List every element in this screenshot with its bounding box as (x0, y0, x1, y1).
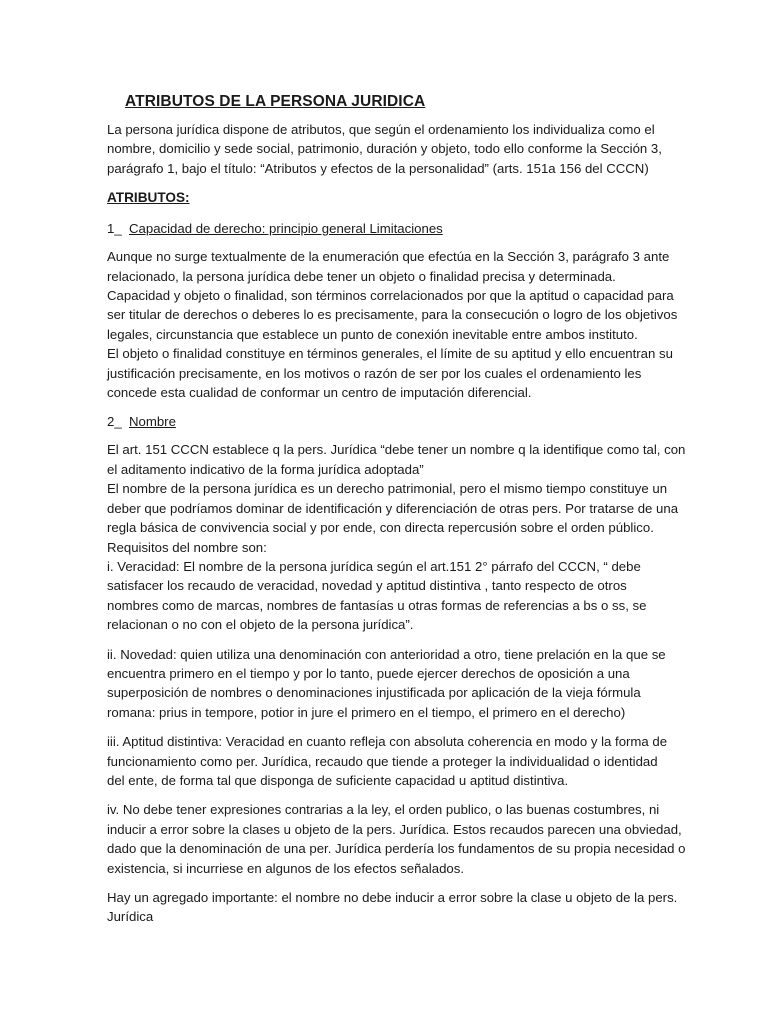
text-line: encuentra primero en el tiempo y por lo tanto, puede ejercer derechos de oposición a una (107, 665, 630, 681)
section-2-title: Nombre (129, 414, 176, 430)
text-line: el aditamento indicativo de la forma jurídica adoptada” (107, 461, 424, 477)
text-line: relacionan o no con el objeto de la persona jurídica”. (107, 617, 414, 633)
document-title: ATRIBUTOS DE LA PERSONA JURIDICA (125, 93, 426, 110)
text-line: existencia, si incurriese en algunos de los efectos señalados. (107, 860, 465, 876)
text-line: regla básica de convivencia social y por ende, con directa repercusión sobre el orden público. (107, 520, 654, 536)
section-2-number: 2_ (107, 414, 122, 430)
item-iv-paragraph (107, 800, 686, 878)
text-line: nombres como de marcas, nombres de fantasías u otras formas de referencias a bs o ss, se (107, 597, 647, 613)
text-line: concede esta cualidad de conformar un centro de imputación diferencial. (107, 385, 532, 401)
text-line: ser titular de derechos o deberes lo es precisamente, para la consecución o logro de los objetivos (107, 307, 678, 323)
text-line: i. Veracidad: El nombre de la persona jurídica según el art.151 2° párrafo del CCCN, “ debe (107, 558, 641, 574)
text-line: deber que podríamos dominar de identificación y diferenciación de otras pers. Por tratarse de una (107, 500, 679, 516)
text-line: legales, circunstancia que establece un punto de conexión inevitable entre ambos instituto. (107, 326, 638, 342)
item-ii-paragraph (107, 645, 667, 723)
section-1-heading (107, 219, 768, 238)
text-line: Capacidad y objeto o finalidad, son términos correlacionados por que la aptitud o capacidad para (107, 288, 674, 304)
section-1-paragraph (107, 247, 678, 402)
text-line: Requisitos del nombre son: (107, 539, 267, 555)
intro-paragraph (107, 120, 667, 178)
text-line: superposición de nombres o denominaciones injustificada por aplicación de la vieja fórmula (107, 685, 641, 701)
text-line: El nombre de la persona jurídica es un derecho patrimonial, pero el mismo tiempo constituye un (107, 481, 668, 497)
text-line: funcionamiento como per. Jurídica, recaudo que tiende a proteger la individualidad o identidad (107, 753, 658, 769)
atributos-heading: ATRIBUTOS: (107, 190, 190, 206)
section-2-heading (107, 412, 768, 431)
section-1-number: 1_ (107, 221, 122, 237)
section-1-title: Capacidad de derecho: principio general Limitaciones (129, 221, 443, 237)
text-line: relacionado, la persona jurídica debe tener un objeto o finalidad precisa y determinada. (107, 268, 616, 284)
text-line: Jurídica (107, 909, 154, 925)
text-line: El objeto o finalidad constituye en términos generales, el límite de su aptitud y ello encuentran su (107, 346, 673, 362)
text-line: Hay un agregado importante: el nombre no debe inducir a error sobre la clase u objeto de la pers. (107, 890, 678, 905)
text-line: parágrafo 1, bajo el título: “Atributos y efectos de la personalidad” (arts. 151a 156 del CCCN) (107, 160, 649, 176)
text-line: iii. Aptitud distintiva: Veracidad en cuanto refleja con absoluta coherencia en modo y la forma de (107, 734, 668, 750)
text-line: Aunque no surge textualmente de la enumeración que efectúa en la Sección 3, parágrafo 3 ante (107, 249, 670, 265)
text-line: satisfacer los recaudo de veracidad, novedad y aptitud distintiva , tanto respecto de otros (107, 578, 627, 594)
text-line: ii. Novedad: quien utiliza una denominación con anterioridad a otro, tiene prelación en la que se (107, 646, 666, 662)
text-line: romana: prius in tempore, potior in jure el primero en el tiempo, el primero en el derecho) (107, 704, 626, 720)
text-line: del ente, de forma tal que disponga de suficiente capacidad u aptitud distintiva. (107, 772, 569, 788)
text-line: dado que la denominación de una per. Jurídica perdería los fundamentos de su propia necesidad o (107, 841, 686, 857)
closing-paragraph (107, 888, 678, 927)
text-line: El art. 151 CCCN establece q la pers. Jurídica “debe tener un nombre q la identifique como tal, con (107, 442, 686, 458)
item-iii-paragraph (107, 732, 667, 790)
text-line: justificación precisamente, en los motivos o razón de ser por los cuales el ordenamiento les (107, 365, 642, 381)
text-line: nombre, domicilio y sede social, patrimonio, duración y objeto, todo ello conforme la Sección 3, (107, 141, 662, 157)
text-line: iv. No debe tener expresiones contrarias a la ley, el orden publico, o las buenas costumbres, ni (107, 802, 660, 818)
text-line: La persona jurídica dispone de atributos, que según el ordenamiento los individualiza como el (107, 122, 655, 137)
text-line: inducir a error sobre la clases u objeto de la pers. Jurídica. Estos recaudos parecen una obviedad, (107, 821, 682, 837)
section-2-paragraph (107, 440, 686, 634)
